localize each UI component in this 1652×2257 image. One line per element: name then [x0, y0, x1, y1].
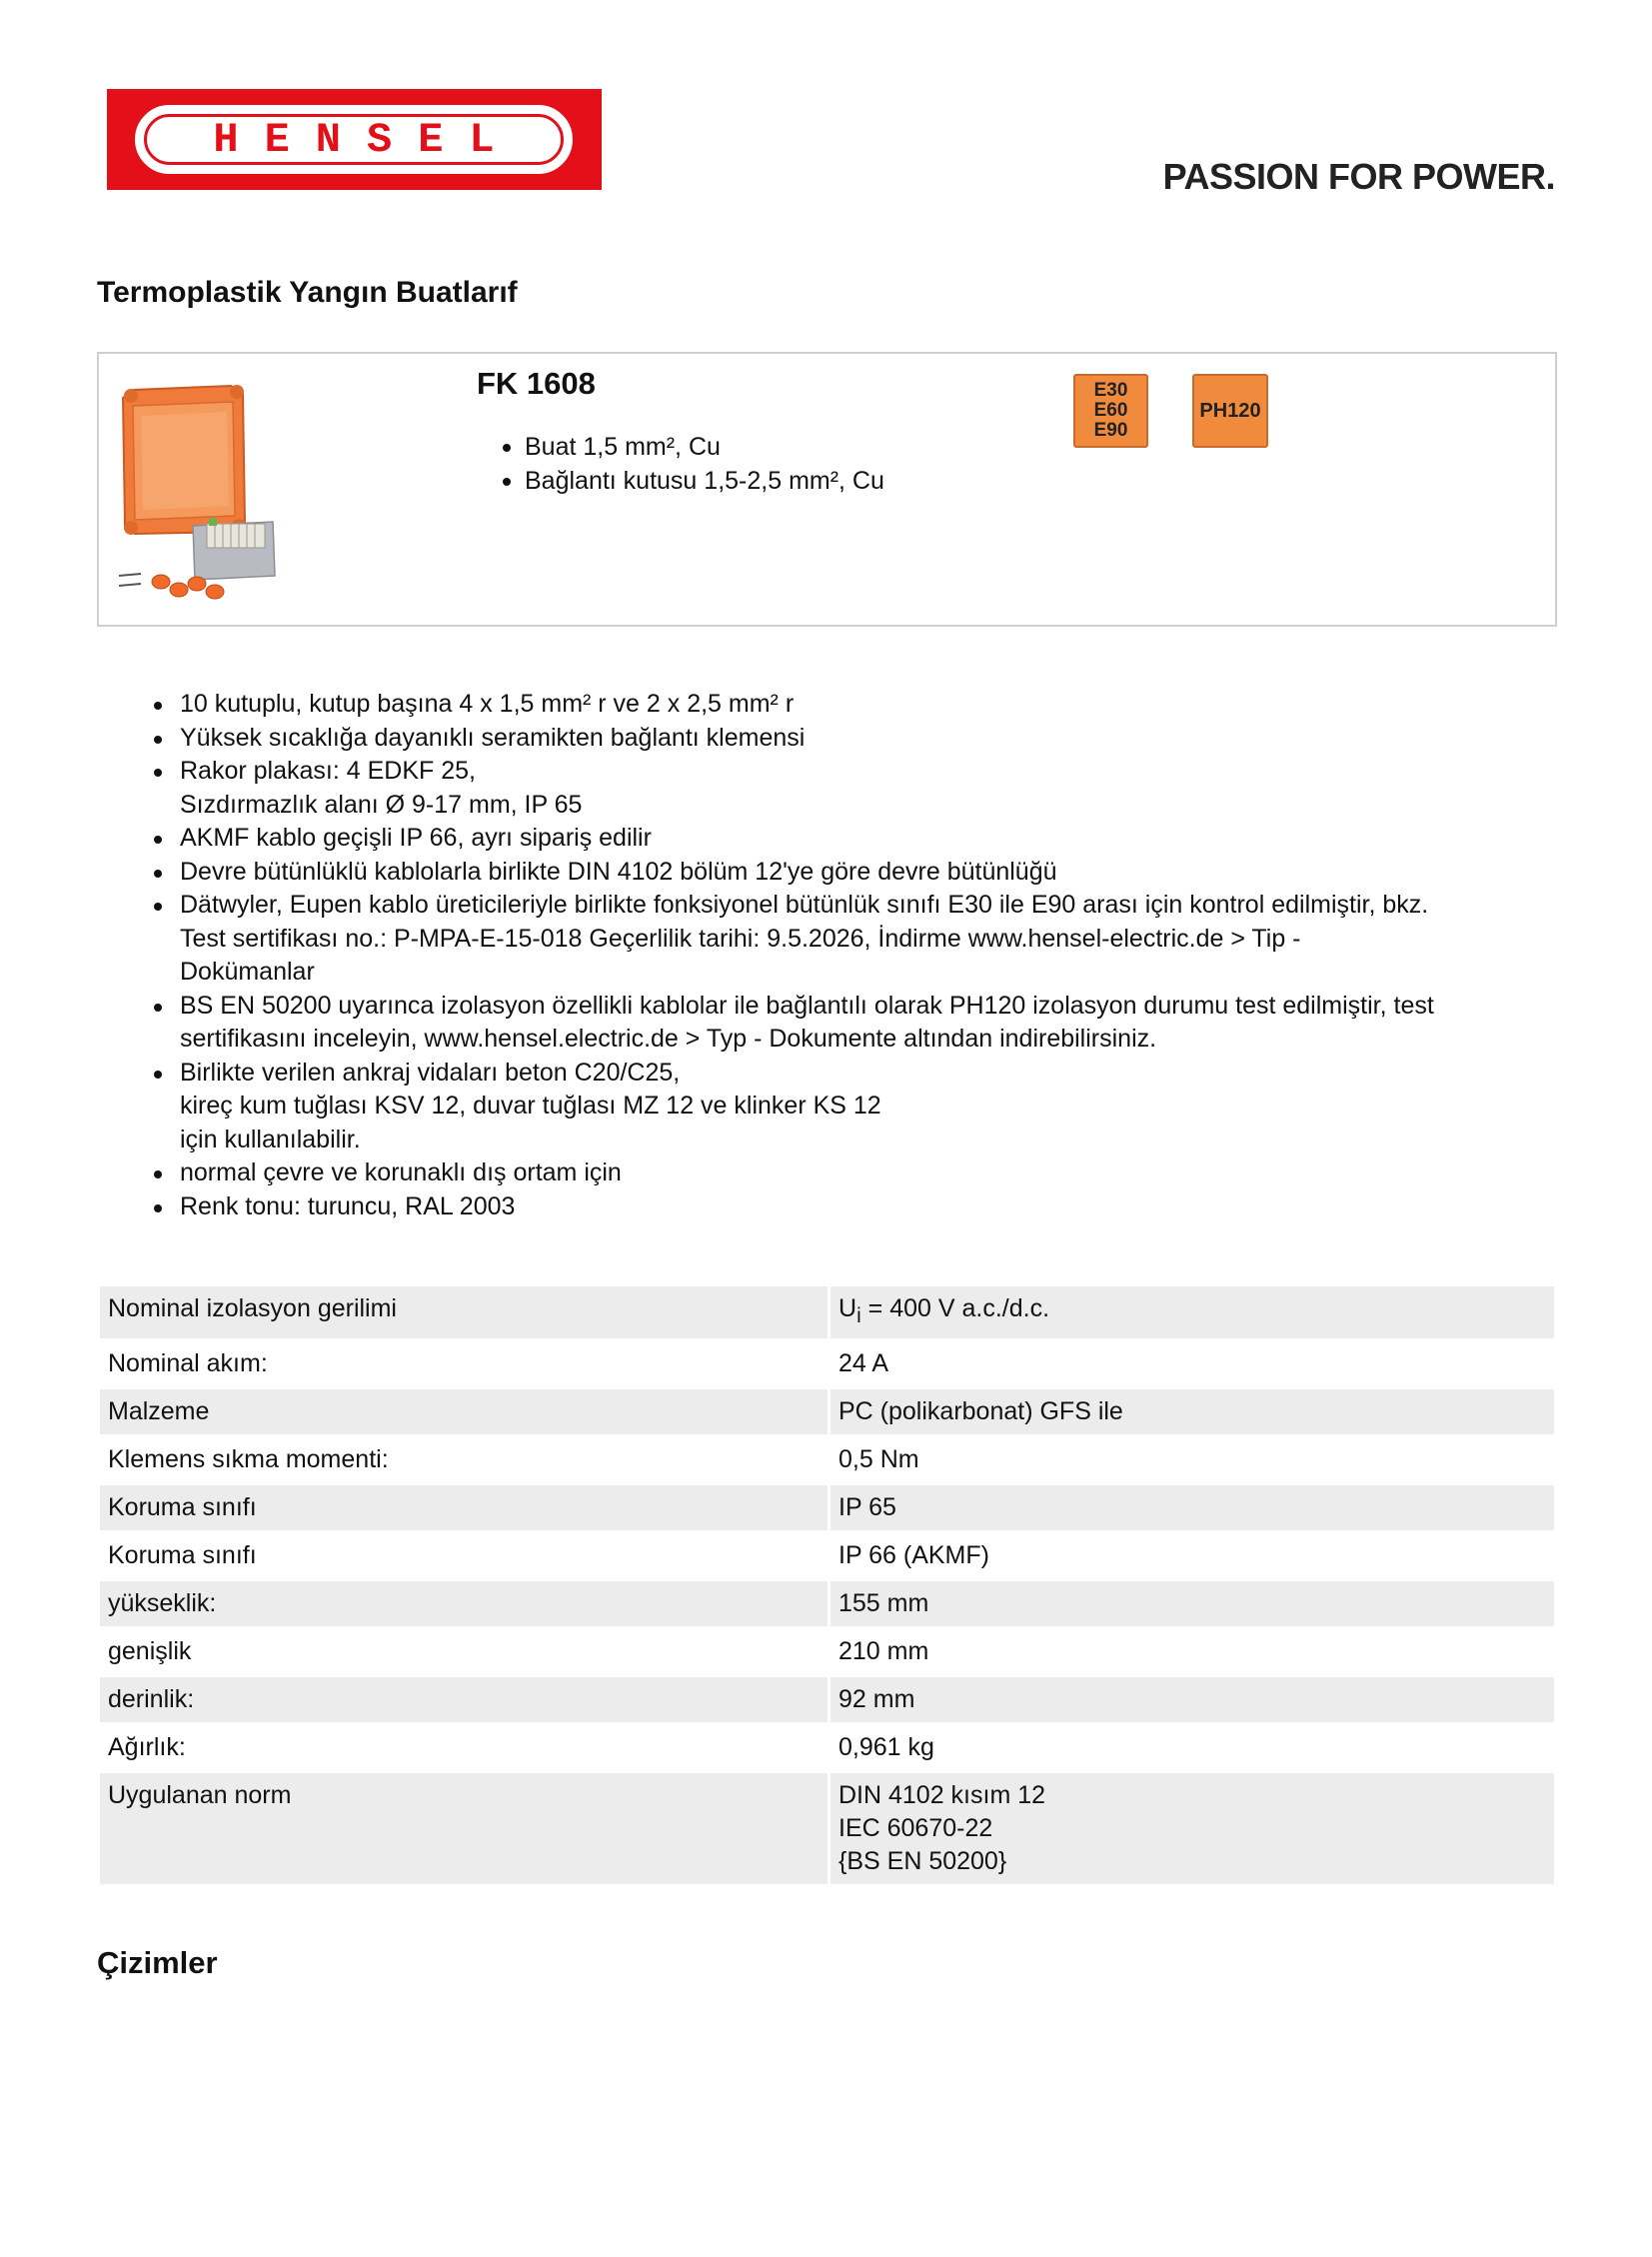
spec-label: Uygulanan norm	[100, 1773, 827, 1884]
spec-label: yükseklik:	[100, 1581, 827, 1626]
spec-value: 0,5 Nm	[838, 1445, 919, 1473]
list-item: normal çevre ve korunaklı dış ortam için	[180, 1156, 1579, 1190]
spec-value: 92 mm	[830, 1677, 1554, 1722]
list-item: AKMF kablo geçişli IP 66, ayrı sipariş edilir	[180, 822, 1579, 856]
table-row	[100, 1629, 1554, 1674]
orange-junction-box-image	[111, 376, 276, 608]
spec-label: Nominal izolasyon gerilimi	[100, 1286, 827, 1338]
list-item: Rakor plakası: 4 EDKF 25, Sızdırmazlık alanı Ø 9-17 mm, IP 65	[180, 755, 1579, 822]
spec-label: genişlik	[108, 1637, 192, 1665]
spec-label: Koruma sınıfı	[108, 1541, 257, 1569]
product-bullet: Buat 1,5 mm², Cu	[525, 430, 884, 464]
table-row	[100, 1341, 1554, 1386]
spec-label: Ağırlık:	[108, 1733, 186, 1761]
spec-value: $U_i = 400$ V a.c./d.c.	[830, 1286, 1554, 1338]
table-row	[100, 1773, 1554, 1884]
spec-label: derinlik:	[100, 1677, 827, 1722]
product-bullets	[525, 430, 884, 498]
spec-value: DIN 4102 kısım 12 IEC 60670-22 {BS EN 50200}	[830, 1773, 1554, 1884]
list-item: Yüksek sıcaklığa dayanıklı seramikten bağlantı klemensi	[180, 722, 1579, 756]
page-title: Termoplastik Yangın Buatlarıf	[97, 276, 518, 309]
table-row	[100, 1286, 1554, 1338]
list-item: Devre bütünlüklü kablolarla birlikte DIN 4102 bölüm 12'ye göre devre bütünlüğü	[180, 856, 1579, 890]
slogan: PASSION FOR POWER.	[1162, 156, 1555, 197]
table-row	[100, 1437, 1554, 1482]
logo-text: HENSEL	[213, 115, 521, 164]
table-row	[100, 1533, 1554, 1578]
table-row	[100, 1725, 1554, 1770]
drawings-heading: Çizimler	[97, 1945, 218, 1980]
table-row	[100, 1485, 1554, 1530]
product-bullet: Bağlantı kutusu 1,5-2,5 mm², Cu	[525, 464, 884, 498]
spec-label: Malzeme	[100, 1389, 827, 1434]
table-row	[100, 1677, 1554, 1722]
table-row	[100, 1389, 1554, 1434]
fire-rating-badge: E30 E60 E90	[1073, 374, 1148, 448]
logo-pill	[135, 105, 573, 174]
list-item: 10 kutuplu, kutup başına 4 x 1,5 mm² r ve 2 x 2,5 mm² r	[180, 688, 1579, 722]
list-item: Dätwyler, Eupen kablo üreticileriyle birlikte fonksiyonel bütünlük sınıfı E30 ile E90 arası için kontrol edilmiştir, bkz. Test sertifikası no.: P-MPA-E-15-018 Geçerlilik tarihi: 9.5.2026, İndirme www.hensel-electric.de > Tip - Dokümanlar	[180, 889, 1579, 990]
spec-value: 210 mm	[838, 1637, 929, 1665]
spec-label: Koruma sınıfı	[100, 1485, 827, 1530]
product-summary-box	[97, 352, 1557, 627]
spec-value: 155 mm	[830, 1581, 1554, 1626]
list-item: Renk tonu: turuncu, RAL 2003	[180, 1190, 1579, 1224]
product-name: FK 1608	[477, 366, 596, 401]
feature-list	[180, 688, 1579, 1223]
ph120-badge: PH120	[1192, 374, 1268, 448]
table-row	[100, 1581, 1554, 1626]
spec-value: 0,961 kg	[838, 1733, 934, 1761]
spec-label: Nominal akım:	[108, 1349, 268, 1377]
spec-value: PC (polikarbonat) GFS ile	[830, 1389, 1554, 1434]
spec-value: IP 65	[830, 1485, 1554, 1530]
spec-value: 24 A	[838, 1349, 889, 1377]
spec-label: Klemens sıkma momenti:	[108, 1445, 389, 1473]
list-item: Birlikte verilen ankraj vidaları beton C20/C25, kireç kum tuğlası KSV 12, duvar tuğlası MZ 12 ve klinker KS 12 için kullanılabilir.	[180, 1057, 1579, 1157]
spec-table	[97, 1283, 1557, 1887]
hensel-logo	[107, 89, 602, 190]
list-item: BS EN 50200 uyarınca izolasyon özellikli kablolar ile bağlantılı olarak PH120 izolasyon durumu test edilmiştir, test sertifikasını inceleyin, www.hensel.electric.de > Typ - Dokumente altından indirebilirsiniz.	[180, 990, 1579, 1057]
spec-value: IP 66 (AKMF)	[838, 1541, 989, 1569]
